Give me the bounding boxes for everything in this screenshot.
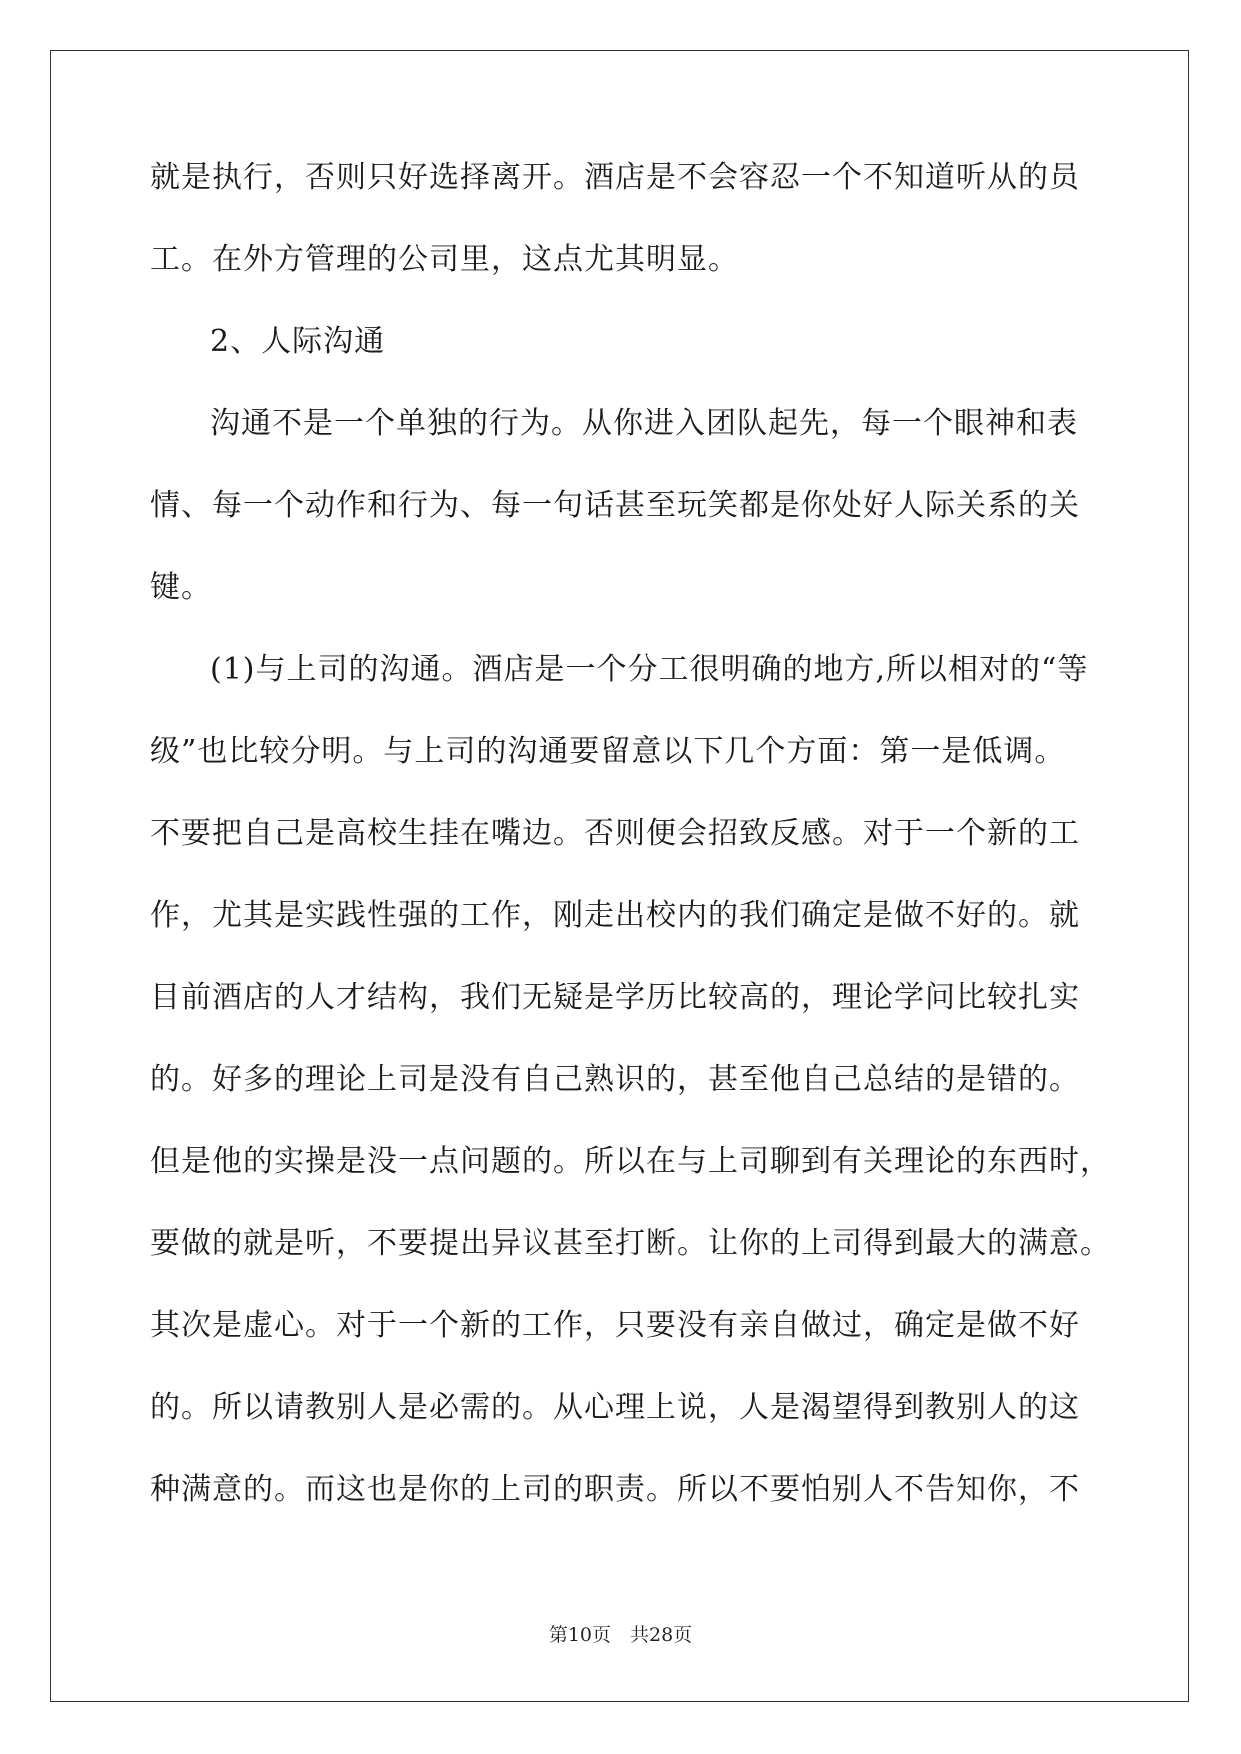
text-line: 要做的就是听，不要提出异议甚至打断。让你的上司得到最大的满意。 (150, 1226, 1111, 1261)
text-line: 作，尤其是实践性强的工作，刚走出校内的我们确定是做不好的。就 (150, 898, 1080, 933)
text-line: 就是执行，否则只好选择离开。酒店是不会容忍一个不知道听从的员 (150, 160, 1080, 195)
section-heading: 2、人际沟通 (210, 324, 386, 359)
text-line: 不要把自己是高校生挂在嘴边。否则便会招致反感。对于一个新的工 (150, 816, 1080, 851)
text-line: 的。所以请教别人是必需的。从心理上说，人是渴望得到教别人的这 (150, 1390, 1080, 1425)
text-line: 的。好多的理论上司是没有自己熟识的，甚至他自己总结的是错的。 (150, 1062, 1080, 1097)
text-line: 目前酒店的人才结构，我们无疑是学历比较高的，理论学问比较扎实 (150, 980, 1080, 1015)
text-line: 级”也比较分明。与上司的沟通要留意以下几个方面：第一是低调。 (150, 734, 1066, 769)
text-line: 键。 (150, 570, 212, 605)
page-number: 第10页 共28页 (548, 1624, 693, 1646)
text-line: 工。在外方管理的公司里，这点尤其明显。 (150, 242, 739, 277)
text-line: 但是他的实操是没一点问题的。所以在与上司聊到有关理论的东西时， (150, 1144, 1111, 1179)
text-line: 沟通不是一个单独的行为。从你进入团队起先，每一个眼神和表 (210, 406, 1078, 441)
text-line: (1)与上司的沟通。酒店是一个分工很明确的地方,所以相对的“等 (210, 652, 1089, 687)
text-line: 其次是虚心。对于一个新的工作，只要没有亲自做过，确定是做不好 (150, 1308, 1080, 1343)
document-body (150, 160, 1111, 1554)
text-line: 情、每一个动作和行为、每一句话甚至玩笑都是你处好人际关系的关 (150, 488, 1080, 523)
text-line: 种满意的。而这也是你的上司的职责。所以不要怕别人不告知你，不 (150, 1472, 1080, 1507)
